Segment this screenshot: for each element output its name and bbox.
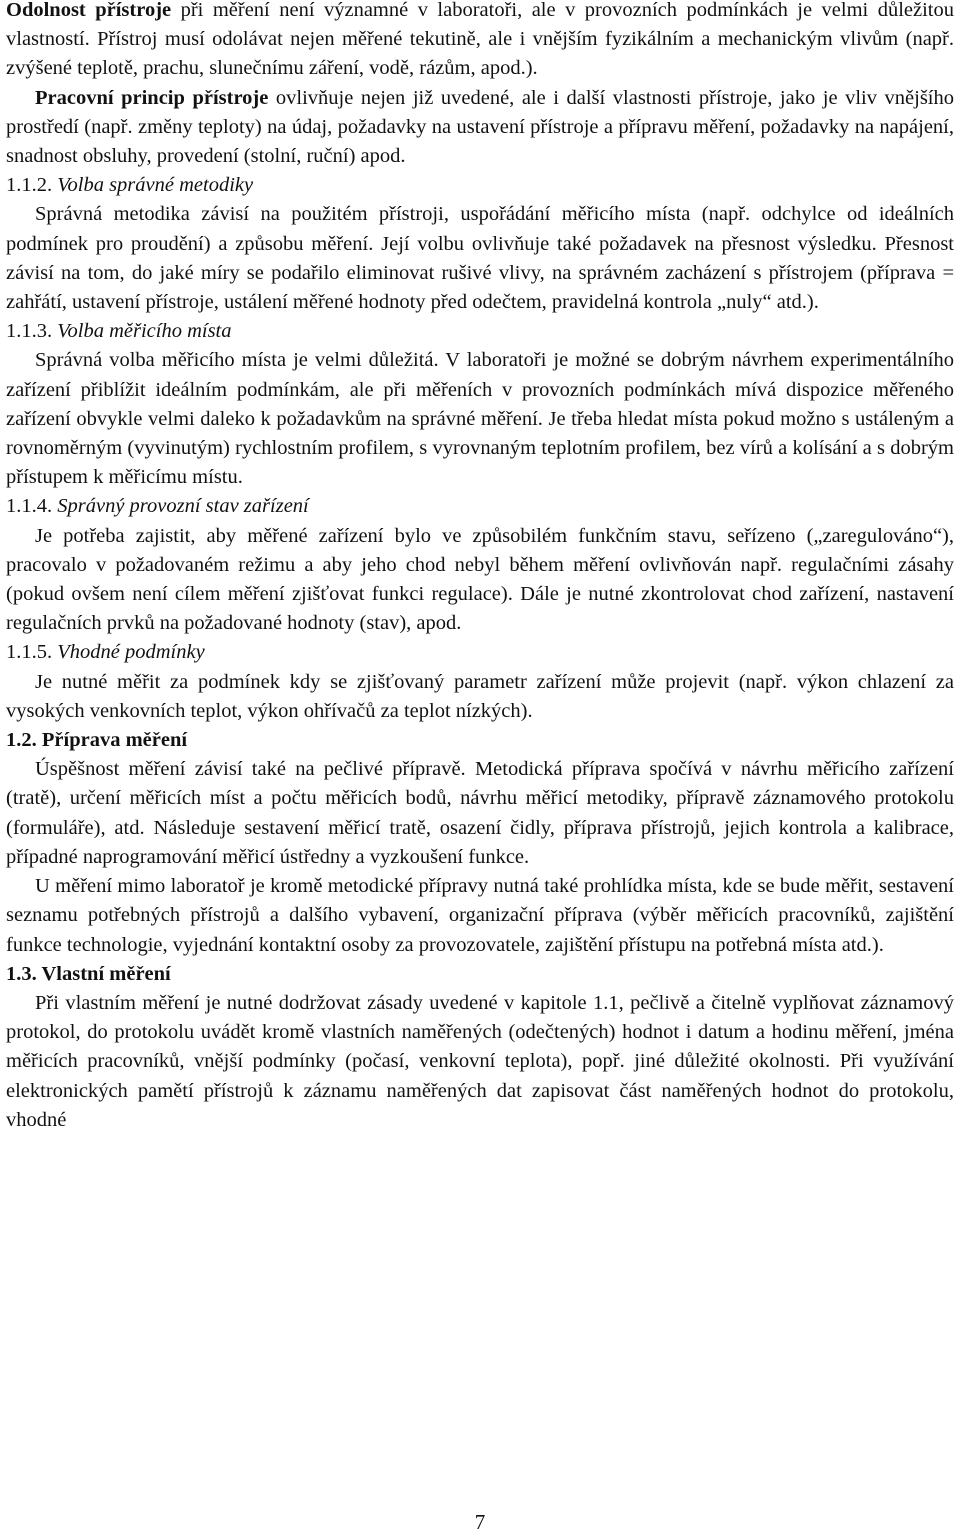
- section-body-1-1-5: Je nutné měřit za podmínek kdy se zjišťovaný parametr zařízení může projevit (např. výkon chlazení za vysokých venkovních teplot, výkon ohřívačů za teplot nízkých).: [6, 670, 954, 722]
- bold-term-odolnost: Odolnost přístroje: [6, 0, 172, 21]
- document-page: [6, 0, 954, 1135]
- section-number: 1.1.3.: [6, 320, 53, 343]
- paragraph-odolnost: [6, 0, 954, 84]
- section-title: Správný provozní stav zařízení: [52, 495, 309, 518]
- section-body-1-1-3: Správná volba měřicího místa je velmi důležitá. V laboratoři je možné se dobrým návrhem experimentálního zařízení přiblížit ideálním podmínkám, ale při měřeních v provozních podmínkách mívá dispozice měřeného zařízení obvykle velmi daleko k požadavkům na správné měření. Je třeba hledat místa pokud možno s ustáleným a rovnoměrným (vyvinutým) rychlostním profilem, s vyrovnaným teplotním profilem, bez vírů a kolísání a s dobrým přístupem k měřicímu místu.: [6, 349, 954, 489]
- paragraph-pracovni-princip: [6, 84, 954, 172]
- section-body-1-2-b: U měření mimo laboratoř je kromě metodické přípravy nutná také prohlídka místa, kde se bude měřit, sestavení seznamu potřebných přístrojů a dalšího vybavení, organizační příprava (výběr měřicích pracovníků, zajištění funkce technologie, vyjednání kontaktní osoby za provozovatele, zajištění přístupu na potřebná místa atd.).: [6, 875, 954, 956]
- section-body-1-1-4: Je potřeba zajistit, aby měřené zařízení bylo ve způsobilém funkčním stavu, seřízeno („zaregulováno“), pracovalo v požadovaném režimu a aby jeho chod nebyl během měření ovlivňován např. regulačními zásahy (pokud ovšem není cílem měření zjišťovat funkci regulace). Dále je nutné zkontrolovat chod zařízení, nastavení regulačních prvků na požadované hodnoty (stav), apod.: [6, 524, 954, 635]
- section-body-1-2-a: Úspěšnost měření závisí také na pečlivé přípravě. Metodická příprava spočívá v návrhu měřicího zařízení (tratě), určení měřicích míst a počtu měřicích bodů, návrhu měřicí metodiky, přípravě záznamového protokolu (formuláře), atd. Následuje sestavení měřicí tratě, osazení čidly, příprava přístrojů, jejich kontrola a kalibrace, případné naprogramování měřicí ústředny a vyzkoušení funkce.: [6, 758, 954, 868]
- section-heading-1-1-2: [6, 171, 954, 200]
- section-heading-1-2: 1.2. Příprava měření: [6, 729, 188, 752]
- section-body-1-1-2: Správná metodika závisí na použitém přístroji, uspořádání měřicího místa (např. odchylce od ideálních podmínek pro proudění) a způsobu měření. Její volbu ovlivňuje také požadavek na přesnost výsledku. Přesnost závisí na tom, do jaké míry se podařilo eliminovat rušivé vlivy, na správném zacházení s přístrojem (příprava = zahřátí, ustavení přístroje, ustálení měřené hodnoty před odečtem, pravidelná kontrola „nuly“ atd.).: [6, 203, 954, 314]
- bold-term-pracovni-princip: Pracovní princip přístroje: [35, 86, 269, 109]
- section-heading-1-3: 1.3. Vlastní měření: [6, 962, 171, 985]
- section-heading-1-1-5: [6, 638, 954, 667]
- section-number: 1.1.5.: [6, 641, 53, 664]
- section-title: Volba správné metodiky: [52, 174, 254, 197]
- section-title: Volba měřicího místa: [52, 320, 232, 343]
- page-number: 7: [474, 1510, 486, 1534]
- section-heading-1-1-3: [6, 317, 954, 346]
- section-number: 1.1.2.: [6, 174, 53, 197]
- paragraph-odolnost-text: při měření není významné v laboratoři, ale v provozních podmínkách je velmi důležitou vlastností. Přístroj musí odolávat nejen měřené tekutině, ale i vnějším fyzikálním a mechanickým vlivům (např. zvýšené teplotě, prachu, slunečnímu záření, vodě, rázům, apod.).: [6, 0, 954, 80]
- section-number: 1.1.4.: [6, 495, 53, 518]
- section-title: Vhodné podmínky: [52, 641, 205, 664]
- section-body-1-3: Při vlastním měření je nutné dodržovat zásady uvedené v kapitole 1.1, pečlivě a čitelně vyplňovat záznamový protokol, do protokolu uvádět kromě vlastních naměřených (odečtených) hodnot i datum a hodinu měření, jména měřicích pracovníků, vnější podmínky (počasí, venkovní teplota), popř. jiné důležité okolnosti. Při využívání elektronických pamětí přístrojů k záznamu naměřených dat zapisovat část naměřených hodnot do protokolu, vhodné: [6, 991, 954, 1131]
- paragraph-pracovni-princip-text: ovlivňuje nejen již uvedené, ale i další vlastnosti přístroje, jako je vliv vnějšího prostředí (např. změny teploty) na údaj, požadavky na ustavení přístroje a přípravu měření, požadavky na napájení, snadnost obsluhy, provedení (stolní, ruční) apod.: [6, 86, 954, 168]
- section-heading-1-1-4: [6, 492, 954, 521]
